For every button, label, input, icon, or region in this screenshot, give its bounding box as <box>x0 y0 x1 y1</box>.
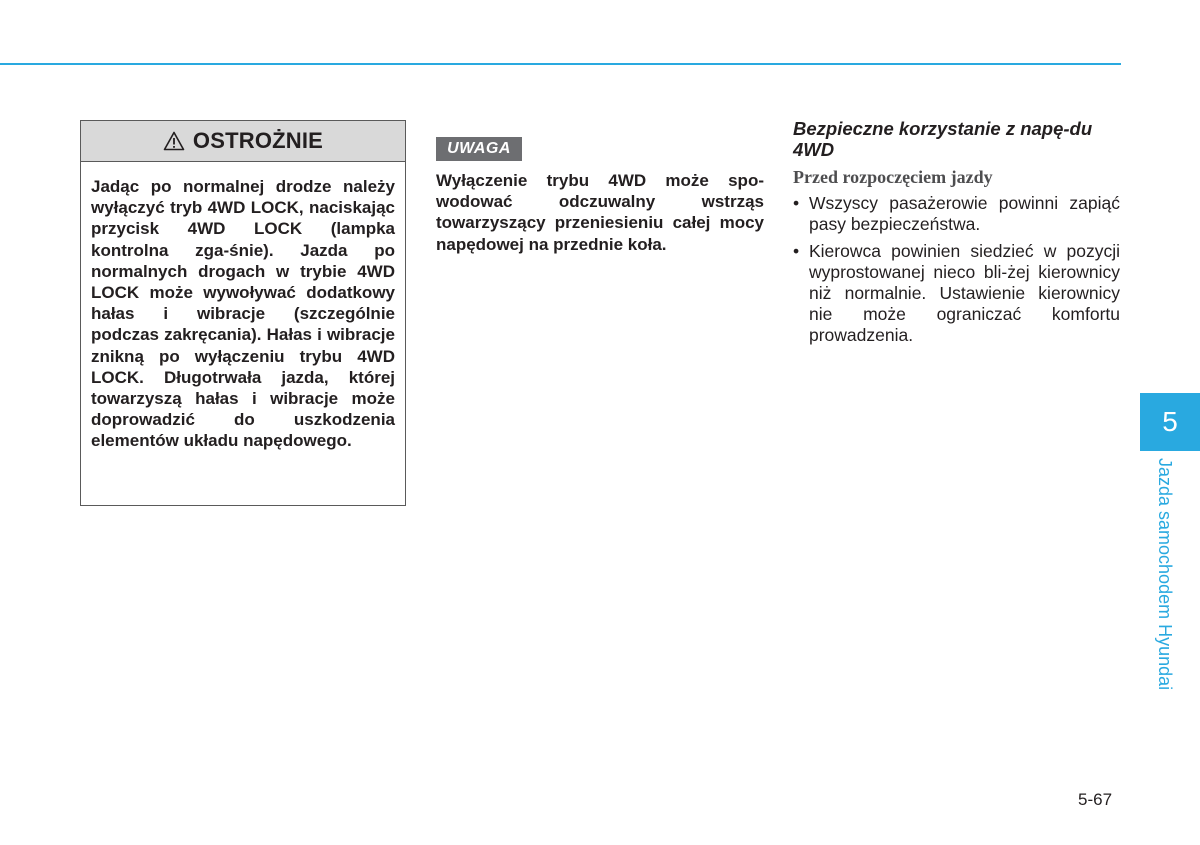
bullet-list <box>793 193 1120 352</box>
caution-header <box>81 121 405 162</box>
caution-title: OSTROŻNIE <box>192 128 324 153</box>
section-title: Bezpieczne korzystanie z napę-du 4WD <box>793 118 1093 160</box>
chapter-tab: 5 <box>1140 393 1200 451</box>
page-number: 5-67 <box>1078 790 1113 809</box>
section-subheading: Przed rozpoczęciem jazdy <box>793 167 993 187</box>
list-item: • Kierowca powinien siedzieć w pozycji wyprostowanej nieco bli-żej kierownicy niż normalnie. Ustawienie kierownicy nie może ograniczać komfortu prowadzenia. <box>793 241 1120 345</box>
list-item: • Wszyscy pasażerowie powinni zapiąć pasy bezpieczeństwa. <box>793 193 1120 234</box>
note-badge: UWAGA <box>436 137 522 161</box>
note-text: Wyłączenie trybu 4WD może spo-wodować odczuwalny wstrząs towarzyszący przeniesieniu całej mocy napędowej na przednie koła. <box>436 171 764 254</box>
caution-text: Jadąc po normalnej drodze należy wyłączyć tryb 4WD LOCK, naciskając przycisk 4WD LOCK (lampka kontrolna zga-śnie). Jazda po normalnych drogach w trybie 4WD LOCK może wywoływać dodatkowy hałas i wibracje (szczególnie podczas zakręcania). Hałas i wibracje znikną po wyłączeniu trybu 4WD LOCK. Długotrwała jazda, której towarzyszą hałas i wibracje może doprowadzić do uszkodzenia elementów układu napędowego. <box>91 177 395 451</box>
header-rule <box>0 63 1121 65</box>
bullet-icon: • <box>793 193 800 213</box>
warning-triangle-icon <box>163 131 185 151</box>
bullet-icon: • <box>793 241 800 261</box>
chapter-title: Jazda samochodem Hyundai <box>1155 458 1175 691</box>
caution-box <box>80 120 406 506</box>
